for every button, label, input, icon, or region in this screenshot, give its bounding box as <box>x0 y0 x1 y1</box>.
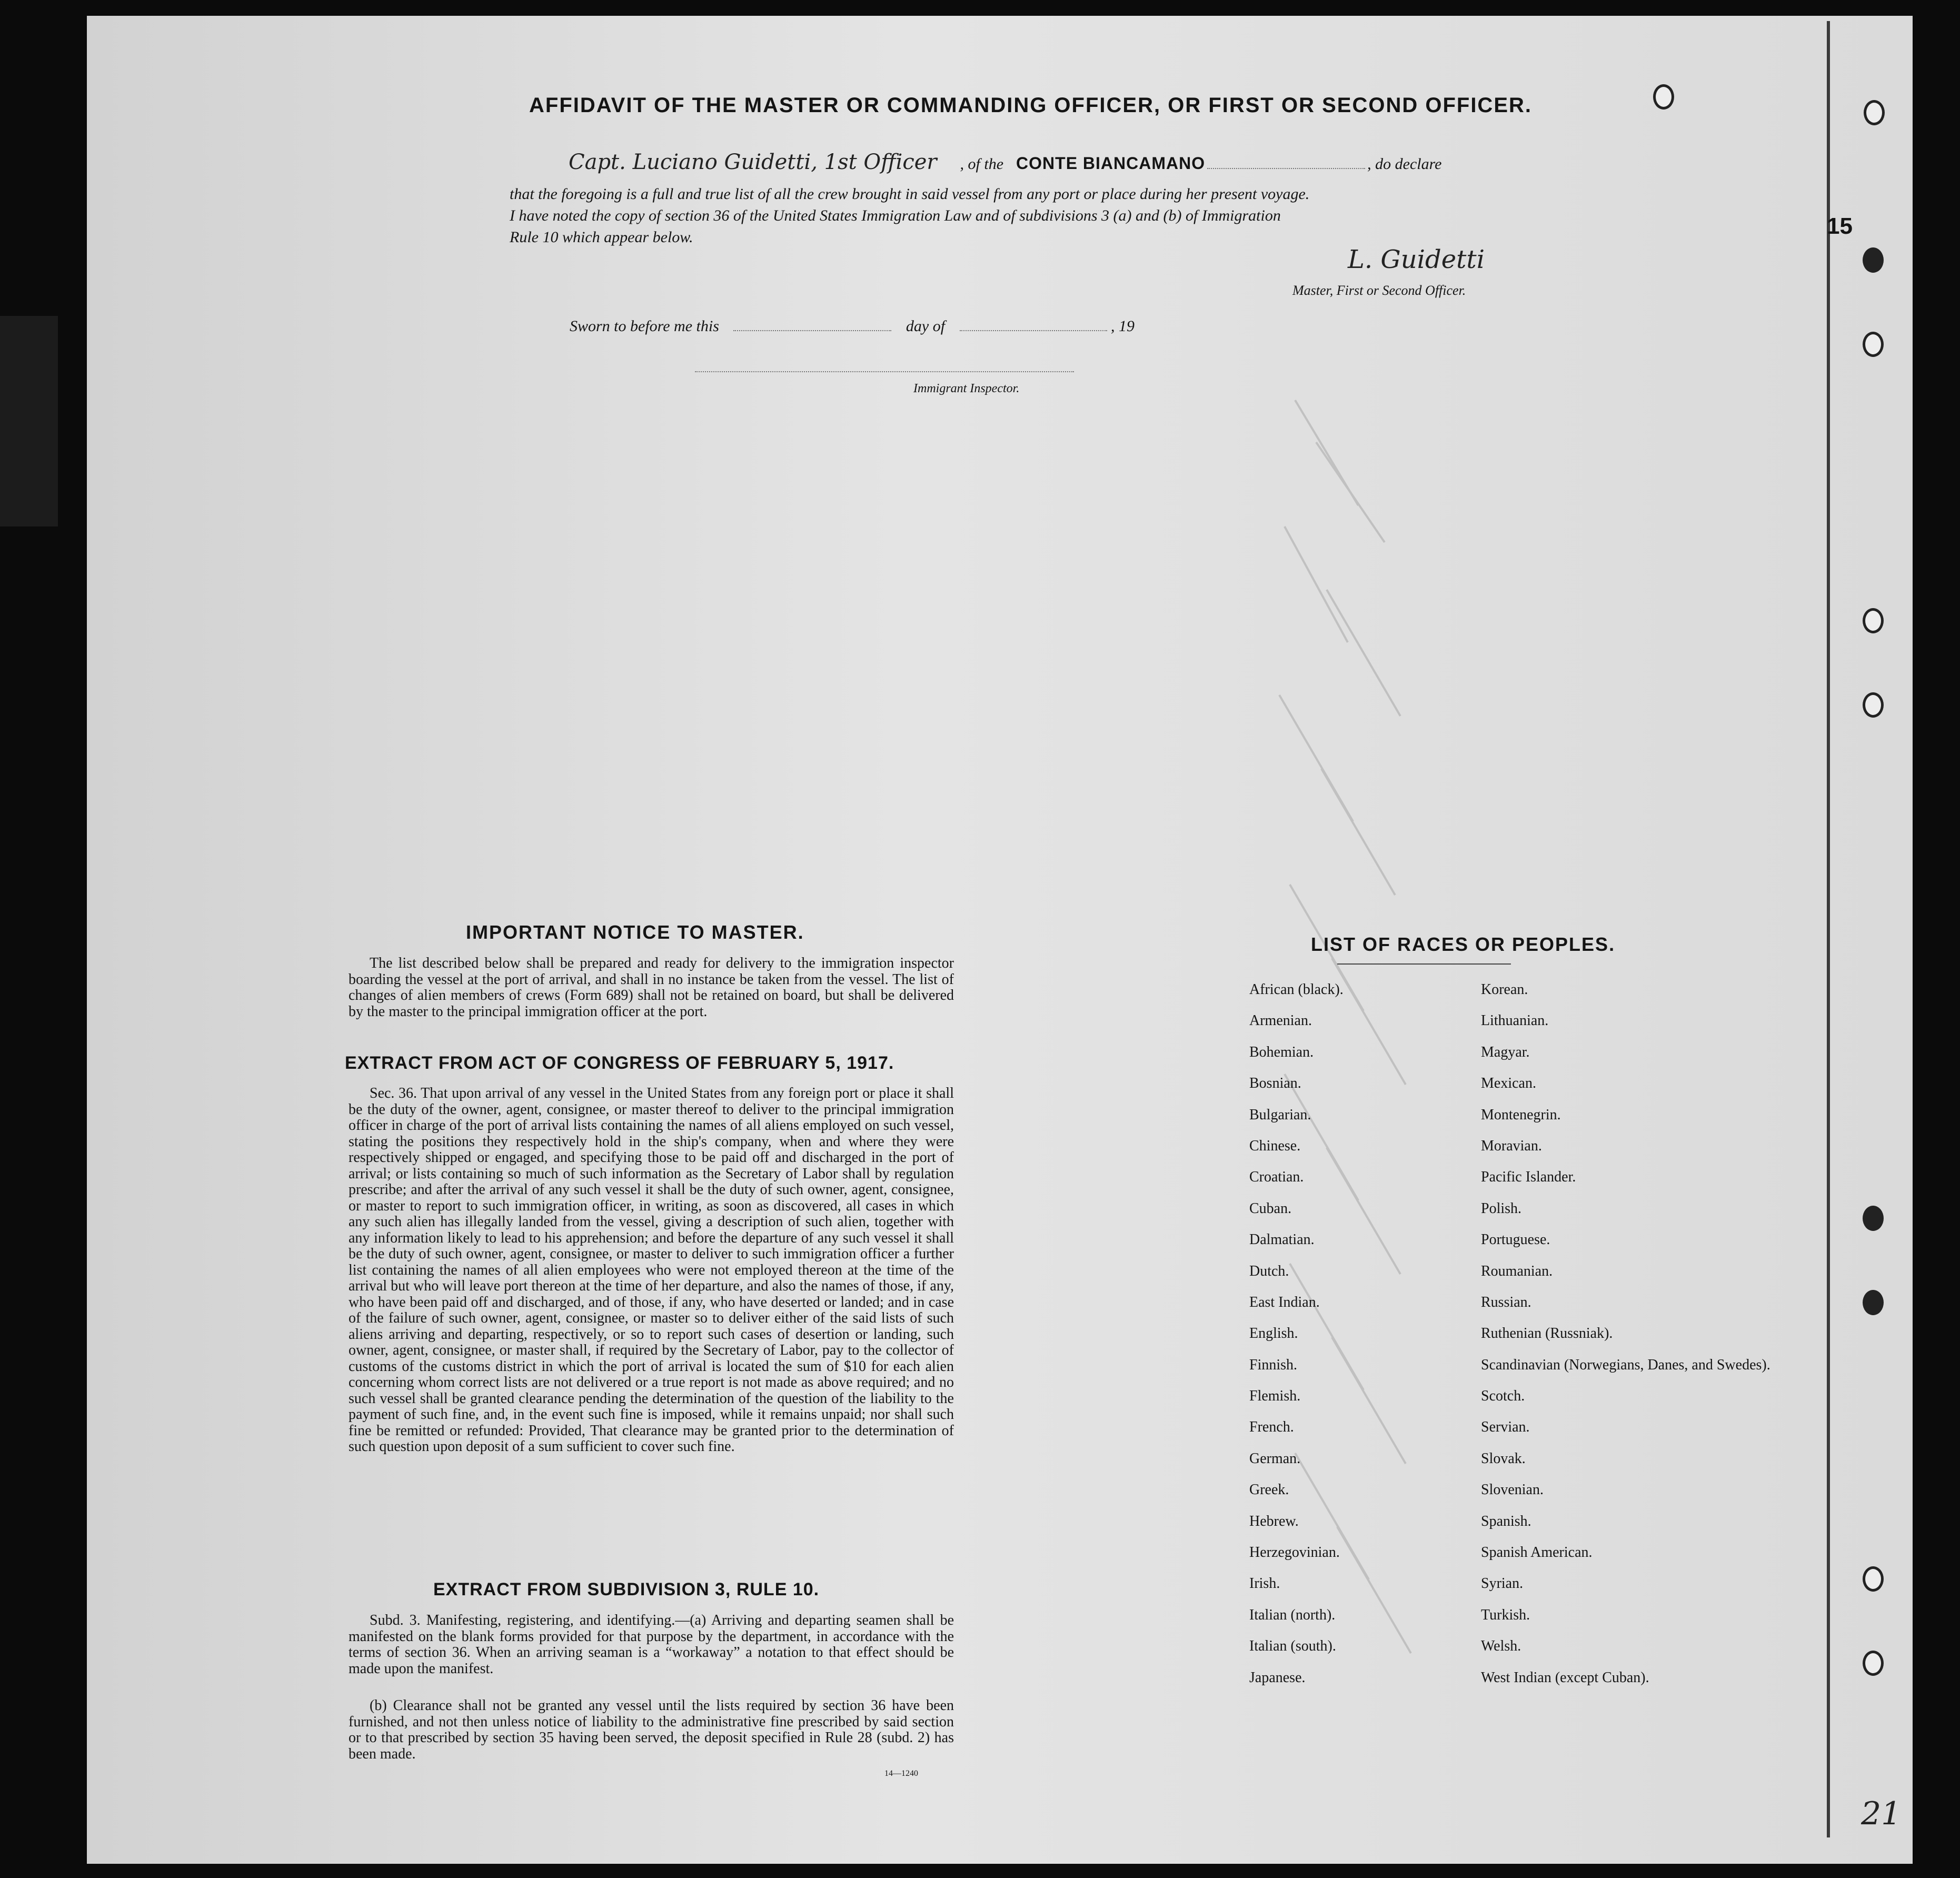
inspector-signature-line <box>695 371 1074 372</box>
race-list-item: Spanish. <box>1481 1513 1531 1529</box>
punch-hole-ring <box>1863 332 1884 357</box>
race-list-item: Scotch. <box>1481 1388 1525 1405</box>
race-list-item: Korean. <box>1481 981 1528 998</box>
sworn-line <box>570 317 1135 335</box>
race-list-item: Japanese. <box>1249 1669 1306 1686</box>
notice-heading: IMPORTANT NOTICE TO MASTER. <box>466 921 804 943</box>
race-list-item: Russian. <box>1481 1294 1531 1310</box>
page-number: 15 <box>1827 213 1853 239</box>
race-list-item: Moravian. <box>1481 1137 1542 1154</box>
affidavit-line-2: that the foregoing is a full and true list of all the crew brought in said vessel from any port or place during her present voyage. <box>510 185 1310 203</box>
sworn-day-line <box>733 330 891 331</box>
race-list-item: Spanish American. <box>1481 1544 1593 1561</box>
ship-name: CONTE BIANCAMANO <box>1016 154 1206 173</box>
extract-rule-text-b: (b) Clearance shall not be granted any vessel until the lists required by section 36 have been furnished, and not then unless notice of liability to the administrative fine prescribed by said section or to that prescribed by section 35 having been served, the deposit specified in Rule 28 (subd. 2) has been made. <box>349 1697 954 1762</box>
race-list-item: Scandinavian (Norwegians, Danes, and Swedes). <box>1481 1356 1770 1373</box>
race-list-item: Italian (south). <box>1249 1638 1336 1655</box>
race-list-item: Slovak. <box>1481 1450 1526 1467</box>
race-list-item: Chinese. <box>1249 1137 1301 1154</box>
punch-hole-ring <box>1863 1651 1884 1676</box>
of-the-text: , of the <box>960 155 1004 173</box>
race-list-item: English. <box>1249 1325 1298 1342</box>
officer-name-handwritten: Capt. Luciano Guidetti, 1st Officer <box>569 150 937 174</box>
race-list-item: Croatian. <box>1249 1169 1304 1186</box>
race-list-item: Flemish. <box>1249 1388 1301 1405</box>
do-declare-text: , do declare <box>1367 155 1442 173</box>
form-number: 14—1240 <box>884 1769 918 1778</box>
race-list-item: French. <box>1249 1419 1294 1436</box>
race-list-item: Turkish. <box>1481 1606 1530 1623</box>
affidavit-title: AFFIDAVIT OF THE MASTER OR COMMANDING OFFICER, OR FIRST OR SECOND OFFICER. <box>529 94 1532 117</box>
race-list-item: Slovenian. <box>1481 1482 1544 1498</box>
signer-caption: Master, First or Second Officer. <box>1292 283 1466 298</box>
race-list-item: Bohemian. <box>1249 1044 1314 1060</box>
officer-signature: L. Guidetti <box>1348 245 1485 274</box>
punch-hole-ring <box>1863 608 1884 633</box>
sworn-text: Sworn to before me this <box>570 317 719 335</box>
extract-act-heading: EXTRACT FROM ACT OF CONGRESS OF FEBRUARY 5, 1917. <box>345 1053 894 1073</box>
race-list-item: West Indian (except Cuban). <box>1481 1669 1649 1686</box>
race-list-item: Servian. <box>1481 1419 1530 1436</box>
binding-shadow <box>0 316 58 526</box>
race-list-item: German. <box>1249 1450 1301 1467</box>
extract-rule-heading: EXTRACT FROM SUBDIVISION 3, RULE 10. <box>433 1579 820 1599</box>
race-list-item: East Indian. <box>1249 1294 1320 1310</box>
race-list-item: Greek. <box>1249 1482 1289 1498</box>
punch-hole-ring <box>1863 1290 1884 1315</box>
affidavit-line-3: I have noted the copy of section 36 of the United States Immigration Law and of subdivisions 3 (a) and (b) of Immigration <box>510 207 1281 224</box>
race-list-item: Magyar. <box>1481 1044 1530 1060</box>
race-list-item: Bosnian. <box>1249 1075 1301 1092</box>
page-fold-line <box>1827 21 1830 1837</box>
affidavit-line-4: Rule 10 which appear below. <box>510 228 693 246</box>
race-list-item: Dalmatian. <box>1249 1231 1315 1248</box>
extract-rule-text-a: Subd. 3. Manifesting, registering, and identifying.—(a) Arriving and departing seamen shall be manifested on the blank forms provided for that purpose by the department, in accordance with the terms of section 36. When an arriving seaman is a “workaway” a notation to that effect should be made upon the manifest. <box>349 1612 954 1677</box>
race-list-item: Hebrew. <box>1249 1513 1299 1529</box>
sworn-month-line <box>960 330 1107 331</box>
race-list-item: Finnish. <box>1249 1356 1298 1373</box>
race-list-item: Armenian. <box>1249 1012 1312 1029</box>
races-heading: LIST OF RACES OR PEOPLES. <box>1311 933 1616 955</box>
race-list-item: Roumanian. <box>1481 1263 1553 1279</box>
race-list-item: Polish. <box>1481 1200 1522 1217</box>
race-list-item: African (black). <box>1249 981 1344 998</box>
race-list-item: Ruthenian (Russniak). <box>1481 1325 1613 1342</box>
race-list-item: Portuguese. <box>1481 1231 1550 1248</box>
races-heading-rule <box>1337 963 1511 965</box>
punch-hole-ring <box>1863 1206 1884 1231</box>
races-right-column <box>1481 982 1770 1701</box>
races-left-column <box>1249 982 1344 1701</box>
race-list-item: Montenegrin. <box>1481 1106 1561 1123</box>
punch-hole-ring <box>1653 84 1674 110</box>
notice-text: The list described below shall be prepared and ready for delivery to the immigration inspector boarding the vessel at the port of arrival, and shall in no instance be taken from the vessel. The list of changes of alien members of crews (Form 689) shall not be retained on board, but shall be delivered by the master to the principal immigration officer at the port. <box>349 955 954 1020</box>
race-list-item: Syrian. <box>1481 1575 1524 1592</box>
affidavit-line-1 <box>569 150 1441 174</box>
race-list-item: Italian (north). <box>1249 1606 1336 1623</box>
race-list-item: Cuban. <box>1249 1200 1292 1217</box>
race-list-item: Dutch. <box>1249 1263 1289 1279</box>
punch-hole-ring <box>1863 1566 1884 1592</box>
race-list-item: Lithuanian. <box>1481 1012 1549 1029</box>
race-list-item: Mexican. <box>1481 1075 1536 1092</box>
ship-name-line <box>1207 168 1365 169</box>
day-of-text: day of <box>906 317 946 335</box>
race-list-item: Pacific Islander. <box>1481 1169 1576 1186</box>
punch-hole-ring <box>1863 692 1884 718</box>
race-list-item: Herzegovinian. <box>1249 1544 1340 1561</box>
race-list-item: Irish. <box>1249 1575 1280 1592</box>
extract-act-text: Sec. 36. That upon arrival of any vessel in the United States from any foreign port or place it shall be the duty of the owner, agent, consignee, or master thereof to deliver to the principal immigration officer in charge of the port of arrival lists containing the names of all aliens employed on such vessel, stating the positions they respectively hold in the ship's company, when and where they were respectively shipped or engaged, and specifying those to be paid off and discharged in the port of arrival; or lists containing so much of such information as the Secretary of Labor shall by regulation prescribe; and after the arrival of any such vessel it shall be the duty of such owner, agent, consignee, or master to report to such immigration officer, in writing, as soon as discovered, all cases in which any such alien has illegally landed from the vessel, giving a description of such alien, together with any information likely to lead to his apprehension; and before the departure of any such vessel it shall be the duty of such owner, agent, consignee, or master to deliver to such immigration officer a further list containing the names of all alien employees who were not employed thereon at the time of the arrival but who will leave port thereon at the time of her departure, and also the names of those, if any, who have been paid off and discharged, and of those, if any, who have deserted or landed; and in case of the failure of such owner, agent, consignee, or master so to deliver either of the said lists of such aliens arriving and departing, respectively, or so to report such cases of desertion or landing, such owner, agent, consignee, or master shall, if required by the Secretary of Labor, pay to the collector of customs of the customs district in which the port of arrival is located the sum of $10 for each alien concerning whom correct lists are not delivered or a true report is not made as above required; and no such vessel shall be granted clearance pending the determination of the question of the liability to the payment of such fine, and, in the event such fine is imposed, while it remains unpaid; nor shall such fine be remitted or refunded: Provided, That clearance may be granted prior to the determination of such question upon deposit of a sum sufficient to cover such fine. <box>349 1085 954 1455</box>
race-list-item: Welsh. <box>1481 1638 1521 1655</box>
corner-handwritten-mark: 21 <box>1861 1795 1902 1832</box>
punch-hole-ring <box>1864 100 1885 125</box>
year-text: , 19 <box>1111 317 1135 335</box>
race-list-item: Bulgarian. <box>1249 1106 1311 1123</box>
inspector-caption: Immigrant Inspector. <box>913 382 1020 395</box>
punch-hole-ring <box>1863 247 1884 273</box>
